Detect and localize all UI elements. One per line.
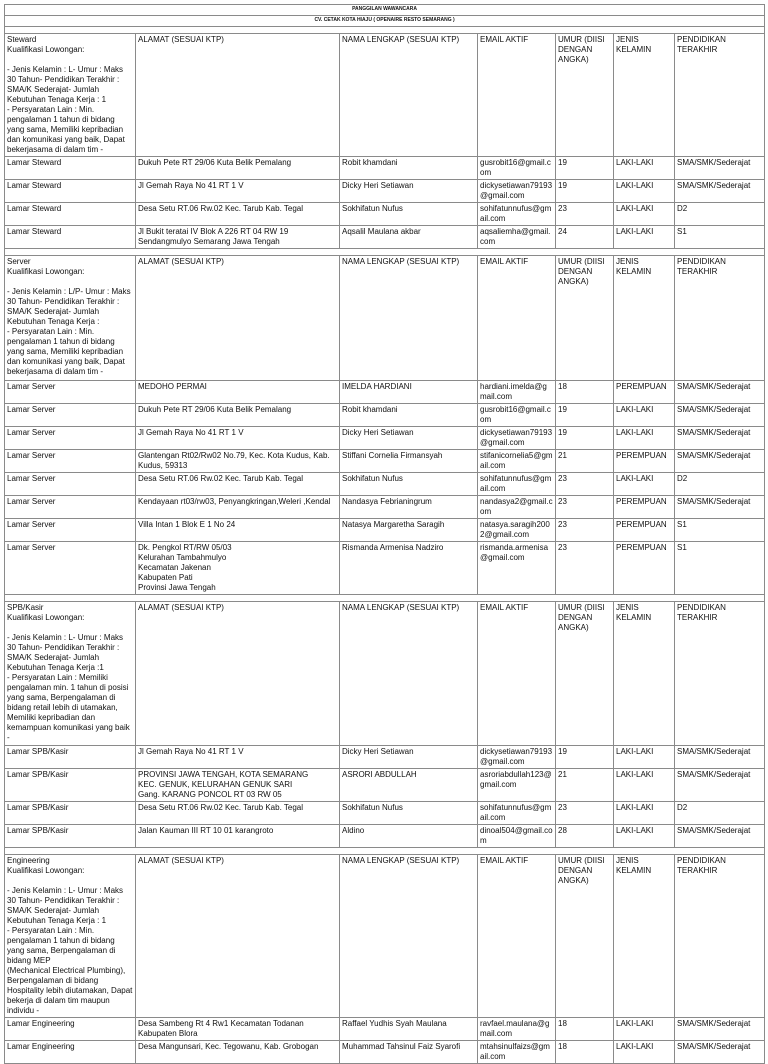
column-header-pend: PENDIDIKAN TERAKHIR: [675, 855, 765, 1018]
section-spacer: [5, 249, 765, 256]
spacer-cell: [5, 595, 765, 602]
cell-pend: SMA/SMK/Sederajat: [675, 1041, 765, 1064]
position-description: Server Kualifikasi Lowongan: - Jenis Kelamin : L/P- Umur : Maks 30 Tahun- Pendidikan Terakhir : SMA/K Sederajat- Jumlah Kebutuhan Tenaga Kerja : - Persyaratan Lain : Min. pengalaman 1 tahun di bidang yang sama, Memiliki kepribadian dan komunikasi yang baik, Dapat bekerjasama di dalam tim -: [5, 256, 136, 381]
cell-email: rismanda.armenisa@gmail.com: [478, 542, 556, 595]
applied-position: Lamar SPB/Kasir: [5, 802, 136, 825]
cell-umur: 21: [556, 769, 614, 802]
cell-email: gusrobit16@gmail.com: [478, 157, 556, 180]
cell-email: stifanicornelia5@gmail.com: [478, 450, 556, 473]
cell-pend: S1: [675, 542, 765, 595]
cell-umur: 18: [556, 1041, 614, 1064]
column-header-email: EMAIL AKTIF: [478, 256, 556, 381]
cell-pend: SMA/SMK/Sederajat: [675, 496, 765, 519]
cell-email: dinoal504@gmail.com: [478, 825, 556, 848]
cell-alamat: Desa Mangunsari, Kec. Tegowanu, Kab. Grobogan: [136, 1041, 340, 1064]
cell-jk: LAKI-LAKI: [614, 473, 675, 496]
cell-alamat: Desa Setu RT.06 Rw.02 Kec. Tarub Kab. Tegal: [136, 473, 340, 496]
section-header-row: [5, 256, 765, 381]
cell-pend: SMA/SMK/Sederajat: [675, 825, 765, 848]
cell-nama: Stiffani Cornelia Firmansyah: [340, 450, 478, 473]
column-header-nama: NAMA LENGKAP (SESUAI KTP): [340, 34, 478, 157]
table-row: [5, 1018, 765, 1041]
cell-nama: Robit khamdani: [340, 157, 478, 180]
cell-nama: Dicky Heri Setiawan: [340, 427, 478, 450]
cell-pend: SMA/SMK/Sederajat: [675, 769, 765, 802]
spacer-cell: [5, 27, 765, 34]
column-header-alamat: ALAMAT (SESUAI KTP): [136, 256, 340, 381]
column-header-alamat: ALAMAT (SESUAI KTP): [136, 34, 340, 157]
cell-umur: 23: [556, 519, 614, 542]
cell-umur: 23: [556, 203, 614, 226]
table-row: [5, 404, 765, 427]
cell-jk: PEREMPUAN: [614, 542, 675, 595]
cell-nama: IMELDA HARDIANI: [340, 381, 478, 404]
applied-position: Lamar Engineering: [5, 1041, 136, 1064]
cell-alamat: Dk. Pengkol RT/RW 05/03 Kelurahan Tambahmulyo Kecamatan Jakenan Kabupaten Pati Provinsi Jawa Tengah: [136, 542, 340, 595]
cell-pend: SMA/SMK/Sederajat: [675, 404, 765, 427]
cell-jk: PEREMPUAN: [614, 450, 675, 473]
cell-umur: 19: [556, 157, 614, 180]
table-row: [5, 450, 765, 473]
cell-nama: Rismanda Armenisa Nadziro: [340, 542, 478, 595]
cell-jk: LAKI-LAKI: [614, 180, 675, 203]
cell-email: sohifatunnufus@gmail.com: [478, 473, 556, 496]
cell-umur: 23: [556, 802, 614, 825]
table-row: [5, 473, 765, 496]
applied-position: Lamar Steward: [5, 157, 136, 180]
column-header-pend: PENDIDIKAN TERAKHIR: [675, 34, 765, 157]
cell-umur: 23: [556, 473, 614, 496]
cell-jk: PEREMPUAN: [614, 381, 675, 404]
cell-umur: 23: [556, 542, 614, 595]
cell-nama: Robit khamdani: [340, 404, 478, 427]
cell-alamat: Jl Gemah Raya No 41 RT 1 V: [136, 427, 340, 450]
applied-position: Lamar SPB/Kasir: [5, 769, 136, 802]
position-description: Engineering Kualifikasi Lowongan: - Jenis Kelamin : L- Umur : Maks 30 Tahun- Pendidikan Terakhir : SMA/K Sederajat- Jumlah Kebutuhan Tenaga Kerja : 1 - Persyaratan Lain : Min. pengalaman 1 tahun di bidang yang sama, Berpengalaman di bidang MEP (Mechanical Electrical Plumbing), Berpengalaman di bidang Hospitality lebih diutamakan, Dapat bekerja di dalam tim maupun individu -: [5, 855, 136, 1018]
cell-alamat: Jl Gemah Raya No 41 RT 1 V: [136, 746, 340, 769]
cell-pend: SMA/SMK/Sederajat: [675, 427, 765, 450]
spacer-cell: [5, 249, 765, 256]
cell-email: dickysetiawan79193@gmail.com: [478, 180, 556, 203]
table-row: [5, 825, 765, 848]
cell-jk: LAKI-LAKI: [614, 746, 675, 769]
position-description: Steward Kualifikasi Lowongan: - Jenis Kelamin : L- Umur : Maks 30 Tahun- Pendidikan Terakhir : SMA/K Sederajat- Jumlah Kebutuhan Tenaga Kerja : 1 - Persyaratan Lain : Min. pengalaman 1 tahun di bidang yang sama, Memiliki kepribadian dan komunikasi yang baik, Dapat bekerjasama di dalam tim -: [5, 34, 136, 157]
cell-jk: LAKI-LAKI: [614, 404, 675, 427]
section-spacer: [5, 27, 765, 34]
cell-email: gusrobit16@gmail.com: [478, 404, 556, 427]
cell-email: sohifatunnufus@gmail.com: [478, 203, 556, 226]
column-header-email: EMAIL AKTIF: [478, 602, 556, 746]
cell-umur: 18: [556, 381, 614, 404]
applied-position: Lamar Steward: [5, 180, 136, 203]
applied-position: Lamar Engineering: [5, 1018, 136, 1041]
cell-email: nandasya2@gmail.com: [478, 496, 556, 519]
table-row: [5, 203, 765, 226]
applied-position: Lamar SPB/Kasir: [5, 825, 136, 848]
table-row: [5, 427, 765, 450]
cell-alamat: Kendayaan rt03/rw03, Penyangkringan,Weleri ,Kendal: [136, 496, 340, 519]
cell-nama: Muhammad Tahsinul Faiz Syarofi: [340, 1041, 478, 1064]
applied-position: Lamar Server: [5, 450, 136, 473]
cell-nama: Aldino: [340, 825, 478, 848]
cell-alamat: Jl Bukit teratai IV Blok A 226 RT 04 RW 19 Sendangmulyo Semarang Jawa Tengah: [136, 226, 340, 249]
cell-email: dickysetiawan79193@gmail.com: [478, 746, 556, 769]
table-row: [5, 802, 765, 825]
column-header-alamat: ALAMAT (SESUAI KTP): [136, 855, 340, 1018]
cell-email: asroriabdullah123@gmail.com: [478, 769, 556, 802]
column-header-jk: JENIS KELAMIN: [614, 855, 675, 1018]
cell-pend: SMA/SMK/Sederajat: [675, 381, 765, 404]
title-row: [5, 5, 765, 16]
cell-alamat: Jalan Kauman III RT 10 01 karangroto: [136, 825, 340, 848]
cell-pend: SMA/SMK/Sederajat: [675, 157, 765, 180]
cell-jk: LAKI-LAKI: [614, 427, 675, 450]
cell-pend: SMA/SMK/Sederajat: [675, 746, 765, 769]
cell-umur: 23: [556, 496, 614, 519]
cell-email: natasya.saragih2002@gmail.com: [478, 519, 556, 542]
table-row: [5, 746, 765, 769]
column-header-pend: PENDIDIKAN TERAKHIR: [675, 256, 765, 381]
cell-nama: Natasya Margaretha Saragih: [340, 519, 478, 542]
applied-position: Lamar Steward: [5, 203, 136, 226]
applied-position: Lamar Server: [5, 381, 136, 404]
column-header-email: EMAIL AKTIF: [478, 855, 556, 1018]
applied-position: Lamar Server: [5, 496, 136, 519]
cell-alamat: Desa Setu RT.06 Rw.02 Kec. Tarub Kab. Tegal: [136, 203, 340, 226]
cell-umur: 19: [556, 427, 614, 450]
cell-jk: LAKI-LAKI: [614, 802, 675, 825]
column-header-umur: UMUR (DIISI DENGAN ANGKA): [556, 855, 614, 1018]
cell-email: mtahsinulfaizs@gmail.com: [478, 1041, 556, 1064]
cell-pend: SMA/SMK/Sederajat: [675, 1018, 765, 1041]
applied-position: Lamar Server: [5, 542, 136, 595]
column-header-nama: NAMA LENGKAP (SESUAI KTP): [340, 256, 478, 381]
cell-nama: Dicky Heri Setiawan: [340, 746, 478, 769]
cell-email: ravfael.maulana@gmail.com: [478, 1018, 556, 1041]
spacer-cell: [5, 848, 765, 855]
section-spacer: [5, 848, 765, 855]
applied-position: Lamar SPB/Kasir: [5, 746, 136, 769]
section-header-row: [5, 602, 765, 746]
table-row: [5, 180, 765, 203]
cell-jk: PEREMPUAN: [614, 519, 675, 542]
column-header-nama: NAMA LENGKAP (SESUAI KTP): [340, 602, 478, 746]
table-row: [5, 157, 765, 180]
applied-position: Lamar Server: [5, 427, 136, 450]
cell-nama: Nandasya Febrianingrum: [340, 496, 478, 519]
cell-alamat: Villa Intan 1 Blok E 1 No 24: [136, 519, 340, 542]
cell-jk: LAKI-LAKI: [614, 226, 675, 249]
table-row: [5, 769, 765, 802]
document-title: PANGGILAN WAWANCARA: [5, 5, 765, 16]
cell-alamat: Jl Gemah Raya No 41 RT 1 V: [136, 180, 340, 203]
column-header-umur: UMUR (DIISI DENGAN ANGKA): [556, 34, 614, 157]
cell-umur: 19: [556, 404, 614, 427]
position-description: SPB/Kasir Kualifikasi Lowongan: - Jenis Kelamin : L- Umur : Maks 30 Tahun- Pendidikan Terakhir : SMA/K Sederajat- Jumlah Kebutuhan Tenaga Kerja :1 - Persyaratan Lain : Memiliki pengalaman min. 1 tahun di posisi yang sama, Berpengalaman di bidang retail lebih di utamakan, Memiliki kepribadian dan kemampuan komunikasi yang baik -: [5, 602, 136, 746]
applied-position: Lamar Server: [5, 473, 136, 496]
cell-umur: 28: [556, 825, 614, 848]
cell-alamat: Glantengan Rt02/Rw02 No.79, Kec. Kota Kudus, Kab. Kudus, 59313: [136, 450, 340, 473]
cell-umur: 19: [556, 180, 614, 203]
cell-pend: S1: [675, 519, 765, 542]
column-header-nama: NAMA LENGKAP (SESUAI KTP): [340, 855, 478, 1018]
table-row: [5, 1041, 765, 1064]
column-header-umur: UMUR (DIISI DENGAN ANGKA): [556, 602, 614, 746]
cell-pend: SMA/SMK/Sederajat: [675, 450, 765, 473]
column-header-jk: JENIS KELAMIN: [614, 602, 675, 746]
cell-email: hardiani.imelda@gmail.com: [478, 381, 556, 404]
cell-nama: Sokhifatun Nufus: [340, 203, 478, 226]
cell-jk: LAKI-LAKI: [614, 769, 675, 802]
cell-pend: SMA/SMK/Sederajat: [675, 180, 765, 203]
cell-alamat: Desa Sambeng Rt 4 Rw1 Kecamatan Todanan Kabupaten Blora: [136, 1018, 340, 1041]
table-row: [5, 226, 765, 249]
section-header-row: [5, 855, 765, 1018]
cell-email: aqsaliemha@gmail.com: [478, 226, 556, 249]
column-header-pend: PENDIDIKAN TERAKHIR: [675, 602, 765, 746]
table-row: [5, 519, 765, 542]
column-header-jk: JENIS KELAMIN: [614, 256, 675, 381]
table-row: [5, 496, 765, 519]
cell-umur: 18: [556, 1018, 614, 1041]
cell-alamat: MEDOHO PERMAI: [136, 381, 340, 404]
column-header-jk: JENIS KELAMIN: [614, 34, 675, 157]
company-name: CV. CETAK KOTA HIAJU ( OPENAIRE RESTO SEMARANG ): [5, 16, 765, 27]
cell-umur: 24: [556, 226, 614, 249]
cell-nama: ASRORI ABDULLAH: [340, 769, 478, 802]
cell-jk: LAKI-LAKI: [614, 1018, 675, 1041]
column-header-umur: UMUR (DIISI DENGAN ANGKA): [556, 256, 614, 381]
cell-jk: LAKI-LAKI: [614, 203, 675, 226]
table-row: [5, 542, 765, 595]
cell-umur: 21: [556, 450, 614, 473]
cell-nama: Aqsalil Maulana akbar: [340, 226, 478, 249]
interview-table: [4, 4, 765, 1064]
cell-nama: Raffael Yudhis Syah Maulana: [340, 1018, 478, 1041]
company-row: [5, 16, 765, 27]
cell-email: sohifatunnufus@gmail.com: [478, 802, 556, 825]
cell-nama: Sokhifatun Nufus: [340, 473, 478, 496]
interview-sheet: [4, 4, 764, 1064]
cell-umur: 19: [556, 746, 614, 769]
cell-pend: D2: [675, 203, 765, 226]
cell-jk: PEREMPUAN: [614, 496, 675, 519]
cell-pend: D2: [675, 802, 765, 825]
table-row: [5, 381, 765, 404]
cell-jk: LAKI-LAKI: [614, 1041, 675, 1064]
cell-nama: Sokhifatun Nufus: [340, 802, 478, 825]
column-header-email: EMAIL AKTIF: [478, 34, 556, 157]
section-spacer: [5, 595, 765, 602]
column-header-alamat: ALAMAT (SESUAI KTP): [136, 602, 340, 746]
cell-alamat: PROVINSI JAWA TENGAH, KOTA SEMARANG KEC. GENUK, KELURAHAN GENUK SARI Gang. KARANG PONCOL RT 03 RW 05: [136, 769, 340, 802]
applied-position: Lamar Steward: [5, 226, 136, 249]
applied-position: Lamar Server: [5, 519, 136, 542]
applied-position: Lamar Server: [5, 404, 136, 427]
section-header-row: [5, 34, 765, 157]
cell-email: dickysetiawan79193@gmail.com: [478, 427, 556, 450]
cell-jk: LAKI-LAKI: [614, 157, 675, 180]
cell-alamat: Dukuh Pete RT 29/06 Kuta Belik Pemalang: [136, 404, 340, 427]
cell-nama: Dicky Heri Setiawan: [340, 180, 478, 203]
cell-pend: D2: [675, 473, 765, 496]
cell-pend: S1: [675, 226, 765, 249]
cell-jk: LAKI-LAKI: [614, 825, 675, 848]
cell-alamat: Dukuh Pete RT 29/06 Kuta Belik Pemalang: [136, 157, 340, 180]
cell-alamat: Desa Setu RT.06 Rw.02 Kec. Tarub Kab. Tegal: [136, 802, 340, 825]
